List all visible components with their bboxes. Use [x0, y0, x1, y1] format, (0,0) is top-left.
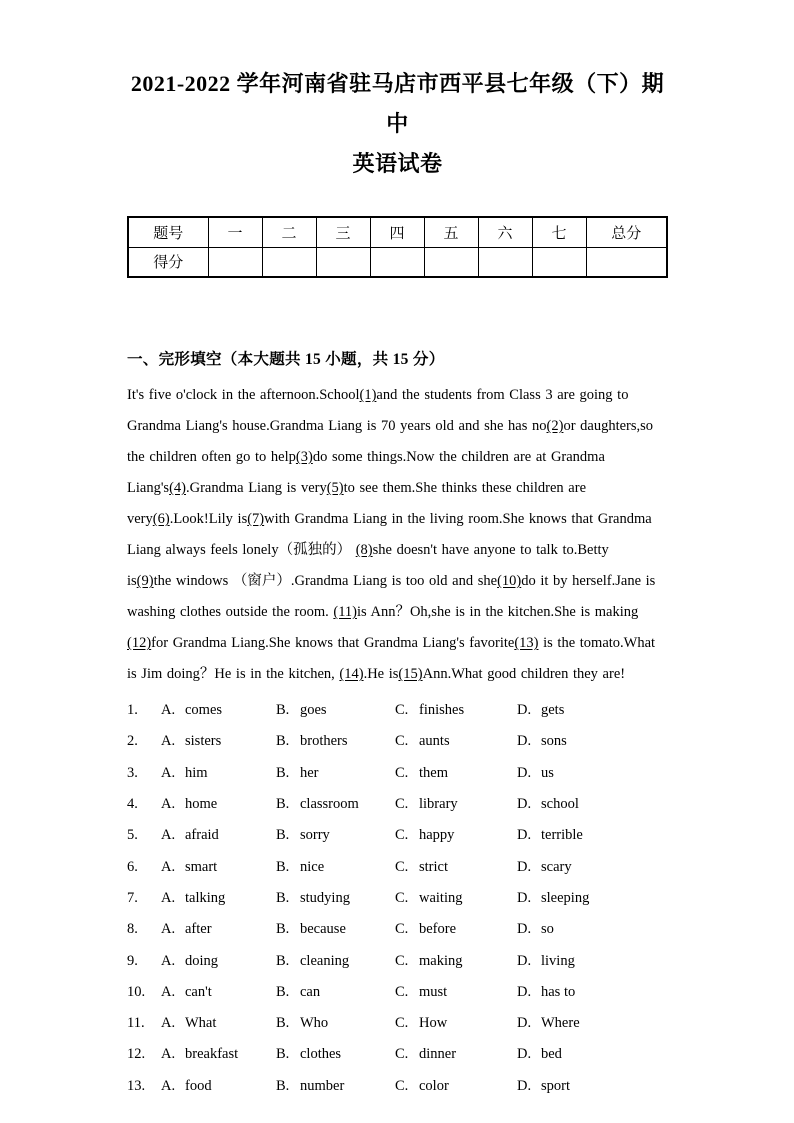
score-cell-empty-6 [478, 247, 532, 277]
option-d [517, 859, 668, 876]
score-table-column-header-5: 五 [424, 217, 478, 247]
option-text: classroom [300, 796, 359, 813]
option-text: breakfast [185, 1046, 239, 1063]
option-letter: A. [161, 952, 176, 969]
option-b [276, 953, 395, 970]
option-d [517, 1015, 668, 1032]
option-text: library [419, 796, 458, 813]
option-letter: D. [517, 702, 532, 719]
cloze-blank: (9) [136, 573, 154, 589]
option-text: clothes [300, 1046, 342, 1063]
option-letter: C. [395, 858, 409, 875]
option-a [161, 890, 276, 907]
option-letter: B. [276, 921, 290, 938]
score-cell-empty-4 [370, 247, 424, 277]
passage-text: do it by herself.Jane is washing clothes outside the room. [127, 573, 656, 620]
option-letter: B. [276, 1077, 290, 1094]
option-letter: C. [395, 921, 409, 938]
score-table-column-header-2: 二 [262, 217, 316, 247]
option-text: can [300, 983, 321, 1000]
question-row [127, 883, 668, 914]
option-a [161, 765, 276, 782]
score-table-column-header-6: 六 [478, 217, 532, 247]
option-letter: C. [395, 764, 409, 781]
option-text: making [419, 952, 463, 969]
option-letter: D. [517, 1015, 532, 1032]
option-c [395, 890, 517, 907]
paper-title-line1: 2021-2022 学年河南省驻马店市西平县七年级（下）期中 [130, 71, 665, 136]
option-text: school [541, 796, 579, 813]
option-text: must [419, 983, 448, 1000]
option-b [276, 1078, 395, 1095]
option-a [161, 953, 276, 970]
option-letter: A. [161, 1015, 176, 1032]
option-letter: D. [517, 921, 532, 938]
option-text: strict [419, 858, 448, 875]
option-letter: D. [517, 827, 532, 844]
option-d [517, 765, 668, 782]
passage-text: is Ann？Oh,she is in the kitchen.She is making [356, 604, 639, 620]
option-text: color [419, 1077, 449, 1094]
option-b [276, 984, 395, 1001]
score-table-column-header-3: 三 [316, 217, 370, 247]
option-letter: D. [517, 764, 532, 781]
score-cell-empty-8 [586, 247, 667, 277]
question-number: 1. [127, 702, 138, 719]
question-row [127, 726, 668, 757]
option-d [517, 827, 668, 844]
option-text: cleaning [300, 952, 350, 969]
option-letter: A. [161, 827, 176, 844]
question-number: 3. [127, 764, 138, 781]
option-text: so [541, 921, 554, 938]
option-a [161, 733, 276, 750]
option-letter: C. [395, 796, 409, 813]
option-b [276, 921, 395, 938]
question-row [127, 695, 668, 726]
cloze-blank: (3) [295, 449, 313, 465]
cloze-blank: (2) [546, 418, 564, 434]
option-text: comes [185, 702, 223, 719]
score-cell-empty-5 [424, 247, 478, 277]
paper-title-line2: 英语试卷 [352, 151, 443, 176]
option-letter: C. [395, 952, 409, 969]
option-text: studying [300, 889, 350, 906]
option-a [161, 1015, 276, 1032]
score-cell-empty-3 [316, 247, 370, 277]
option-b [276, 827, 395, 844]
option-letter: B. [276, 1015, 290, 1032]
option-letter: C. [395, 1046, 409, 1063]
option-text: sport [541, 1077, 570, 1094]
option-b [276, 890, 395, 907]
passage-text: .Look!Lily is [169, 511, 248, 527]
option-text: How [419, 1015, 448, 1032]
option-text: goes [300, 702, 327, 719]
question-number: 10. [127, 983, 146, 1000]
option-text: gets [541, 702, 565, 719]
option-letter: D. [517, 983, 532, 1000]
option-text: smart [185, 858, 218, 875]
score-cell-empty-1 [208, 247, 262, 277]
option-letter: B. [276, 733, 290, 750]
option-text: dinner [419, 1046, 457, 1063]
option-letter: A. [161, 889, 176, 906]
score-table-column-header-8: 总分 [586, 217, 667, 247]
passage-text: or daughters,so the children often go to help [127, 418, 654, 465]
option-c [395, 1078, 517, 1095]
option-c [395, 921, 517, 938]
option-a [161, 984, 276, 1001]
option-c [395, 827, 517, 844]
cloze-blank: (1) [359, 387, 377, 403]
passage-text: and the students from Class 3 are going to Grandma Liang's house.Grandma Liang is 70 years old and she has no [127, 387, 629, 434]
option-a [161, 702, 276, 719]
option-letter: C. [395, 889, 409, 906]
score-table-column-header-4: 四 [370, 217, 424, 247]
option-letter: A. [161, 1077, 176, 1094]
cloze-blank: (14) [339, 666, 364, 682]
option-letter: B. [276, 1046, 290, 1063]
option-text: Where [541, 1015, 580, 1032]
option-text: food [185, 1077, 212, 1094]
option-text: has to [541, 983, 576, 1000]
question-number: 4. [127, 796, 138, 813]
option-b [276, 859, 395, 876]
score-table-header-row [128, 217, 667, 247]
option-letter: C. [395, 983, 409, 1000]
question-row [127, 914, 668, 945]
option-text: scary [541, 858, 572, 875]
option-a [161, 1078, 276, 1095]
option-d [517, 702, 668, 719]
option-text: brothers [300, 733, 348, 750]
option-d [517, 796, 668, 813]
score-table [127, 216, 668, 278]
option-text: home [185, 796, 218, 813]
question-number: 2. [127, 733, 138, 750]
option-a [161, 1046, 276, 1063]
question-list [127, 695, 668, 1102]
option-letter: C. [395, 1015, 409, 1032]
option-letter: B. [276, 858, 290, 875]
passage-text: Ann.What good children they are! [422, 666, 626, 682]
option-c [395, 1046, 517, 1063]
question-number: 8. [127, 921, 138, 938]
cloze-blank: (5) [326, 480, 344, 496]
cloze-blank: (11) [333, 604, 357, 620]
passage-text: .He is [363, 666, 399, 682]
cloze-blank: (6) [152, 511, 170, 527]
score-cell-empty-7 [532, 247, 586, 277]
option-letter: B. [276, 702, 290, 719]
passage-text: to see them.She thinks these children are very [127, 480, 587, 527]
passage-text: It's five o'clock in the afternoon.School [127, 387, 360, 403]
section-1-heading: 一、完形填空（本大题共 15 小题，共 15 分） [127, 351, 445, 368]
passage-text: the windows （窗户）.Grandma Liang is too old and she [153, 573, 498, 589]
option-a [161, 827, 276, 844]
option-b [276, 733, 395, 750]
cloze-passage [127, 380, 656, 690]
cloze-blank: (15) [398, 666, 423, 682]
option-letter: D. [517, 796, 532, 813]
option-letter: B. [276, 764, 290, 781]
question-row [127, 758, 668, 789]
option-text: aunts [419, 733, 450, 750]
cloze-blank: (13) [514, 635, 539, 651]
question-number: 9. [127, 952, 138, 969]
option-letter: D. [517, 858, 532, 875]
option-c [395, 1015, 517, 1032]
option-letter: C. [395, 733, 409, 750]
option-letter: A. [161, 702, 176, 719]
option-a [161, 796, 276, 813]
question-number: 11. [127, 1015, 145, 1032]
option-d [517, 1078, 668, 1095]
option-text: sleeping [541, 889, 590, 906]
option-text: talking [185, 889, 226, 906]
option-text: What [185, 1015, 217, 1032]
option-d [517, 953, 668, 970]
option-text: waiting [419, 889, 463, 906]
option-letter: A. [161, 733, 176, 750]
paper-title [127, 64, 668, 184]
question-number: 6. [127, 858, 138, 875]
option-letter: B. [276, 983, 290, 1000]
option-text: finishes [419, 702, 465, 719]
option-text: after [185, 921, 212, 938]
question-number: 5. [127, 827, 138, 844]
option-a [161, 921, 276, 938]
option-text: number [300, 1077, 345, 1094]
option-letter: A. [161, 858, 176, 875]
cloze-blank: (10) [497, 573, 522, 589]
cloze-blank: (4) [169, 480, 186, 496]
option-letter: A. [161, 764, 176, 781]
option-d [517, 921, 668, 938]
option-b [276, 702, 395, 719]
option-letter: D. [517, 1077, 532, 1094]
option-c [395, 859, 517, 876]
option-b [276, 1015, 395, 1032]
passage-text: for Grandma Liang.She knows that Grandma Liang's favorite [151, 635, 515, 651]
option-text: us [541, 764, 554, 781]
passage-text: she doesn't have anyone to talk to.Betty is [127, 542, 609, 589]
option-d [517, 1046, 668, 1063]
option-c [395, 765, 517, 782]
option-c [395, 702, 517, 719]
cloze-blank: (7) [247, 511, 265, 527]
option-letter: B. [276, 796, 290, 813]
option-letter: D. [517, 889, 532, 906]
cloze-blank: (12) [127, 635, 152, 651]
question-row [127, 945, 668, 976]
score-cell-empty-2 [262, 247, 316, 277]
option-text: Who [300, 1015, 329, 1032]
option-b [276, 765, 395, 782]
option-text: bed [541, 1046, 562, 1063]
passage-text: do some things.Now the children are at Grandma Liang's [127, 449, 605, 496]
option-b [276, 1046, 395, 1063]
option-letter: A. [161, 983, 176, 1000]
option-b [276, 796, 395, 813]
option-letter: D. [517, 733, 532, 750]
option-d [517, 984, 668, 1001]
question-row [127, 1071, 668, 1102]
option-letter: B. [276, 889, 290, 906]
score-table-corner-label: 题号 [128, 217, 208, 247]
option-text: before [419, 921, 457, 938]
option-text: because [300, 921, 346, 938]
question-row [127, 820, 668, 851]
cloze-blank: (8) [355, 542, 373, 558]
question-row [127, 851, 668, 882]
option-c [395, 953, 517, 970]
option-letter: C. [395, 702, 409, 719]
question-row [127, 1008, 668, 1039]
score-table-column-header-1: 一 [208, 217, 262, 247]
question-number: 7. [127, 889, 138, 906]
question-row [127, 977, 668, 1008]
question-number: 13. [127, 1077, 146, 1094]
passage-text: with Grandma Liang in the living room.She knows that Grandma Liang always feels lonely（孤独的） [127, 511, 652, 558]
option-text: him [185, 764, 208, 781]
passage-text: is the tomato.What is Jim doing？He is in the kitchen, [127, 635, 656, 682]
score-table-row-label: 得分 [128, 247, 208, 277]
option-text: doing [185, 952, 219, 969]
score-table-score-row [128, 247, 667, 277]
option-c [395, 733, 517, 750]
option-text: terrible [541, 827, 583, 844]
option-text: can't [185, 983, 212, 1000]
question-row [127, 789, 668, 820]
option-a [161, 859, 276, 876]
option-letter: B. [276, 952, 290, 969]
option-c [395, 984, 517, 1001]
option-text: sorry [300, 827, 330, 844]
option-d [517, 733, 668, 750]
score-table-column-header-7: 七 [532, 217, 586, 247]
question-number: 12. [127, 1046, 146, 1063]
option-text: afraid [185, 827, 219, 844]
option-text: nice [300, 858, 325, 875]
option-text: living [541, 952, 575, 969]
option-letter: C. [395, 1077, 409, 1094]
question-row [127, 1039, 668, 1070]
option-d [517, 890, 668, 907]
option-text: them [419, 764, 448, 781]
passage-text: .Grandma Liang is very [186, 480, 327, 496]
option-c [395, 796, 517, 813]
option-letter: D. [517, 952, 532, 969]
option-text: sisters [185, 733, 222, 750]
option-letter: A. [161, 1046, 176, 1063]
option-text: sons [541, 733, 567, 750]
option-letter: D. [517, 1046, 532, 1063]
option-text: her [300, 764, 319, 781]
option-letter: A. [161, 796, 176, 813]
option-letter: C. [395, 827, 409, 844]
option-text: happy [419, 827, 455, 844]
option-letter: B. [276, 827, 290, 844]
option-letter: A. [161, 921, 176, 938]
